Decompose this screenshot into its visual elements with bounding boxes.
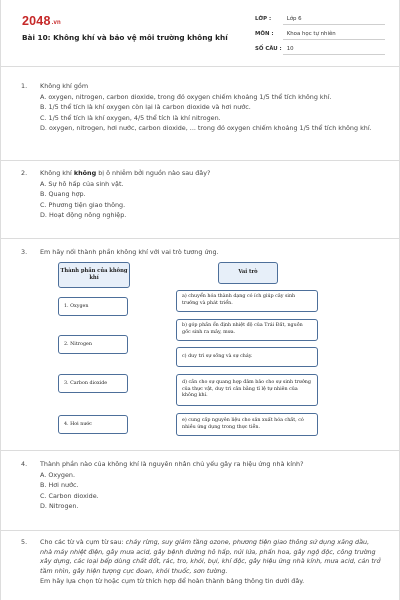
option-c[interactable]: C. 1/5 thể tích là khí oxygen, 4/5 thể tích là khí nitrogen. [40, 113, 221, 122]
option-a[interactable]: A. Oxygen. [40, 470, 75, 479]
option-d[interactable]: D. oxygen, nitrogen, hơi nước, carbon dioxide, ... trong đó oxygen chiếm khoảng 1/5 thể tích không khí. [40, 124, 372, 133]
meta-count-key: SỐ CÂU : [255, 46, 282, 52]
question-2 [21, 169, 383, 221]
meta-subject-key: MÔN : [255, 31, 274, 37]
match-right-e[interactable]: e) cung cấp nguyên liệu cho sản xuất hóa chất, có nhiều ứng dụng trong thực tiễn. [176, 413, 318, 436]
question-3 [21, 248, 383, 258]
match-right-b[interactable]: b) góp phần ổn định nhiệt độ của Trái Đất, nguồn gốc sinh ra mây, mưa. [176, 319, 318, 341]
option-b[interactable]: B. Quang hợp. [40, 190, 86, 199]
question-5 [21, 538, 383, 587]
meta-subject-value: Khoa học tự nhiên [286, 31, 336, 37]
question-divider [1, 238, 399, 239]
match-right-a[interactable]: a) chuyển hóa thành dạng có ích giúp cây sinh trưởng và phát triển. [176, 290, 318, 312]
option-a[interactable]: A. oxygen, nitrogen, carbon dioxide, trong đó oxygen chiếm khoảng 1/5 thể tích không khí. [40, 92, 332, 101]
option-b[interactable]: B. 1/5 thể tích là khí oxygen còn lại là carbon dioxide và hơi nước. [40, 103, 251, 112]
question-divider [1, 450, 399, 451]
question-stem: Cho các từ và cụm từ sau: cháy rừng, suy giảm tầng ozone, phương tiện giao thông sử dụng xăng dầu, nhà máy nhiệt điện, gây mưa acid, gây bệnh đường hô hấp, núi lửa, phấn hoa, gây ngộ độc, công trường xây dựng, các loại bếp dùng chất đốt, rác, tro, khói, bụi, khí độc, gây hiệu ứng nhà kính, mưa acid, cản trở tầm nhìn, gây hiện tượng cực đoan, khói thuốc, sơn tường. [40, 538, 381, 576]
match-left-nitrogen[interactable]: 2. Nitrogen [58, 335, 128, 354]
header-divider [1, 66, 399, 67]
right-column-header: Vai trò [218, 262, 278, 284]
meta-count-value: 10 [286, 46, 294, 52]
meta-subject [255, 31, 385, 37]
question-stem: Em hãy nối thành phần không khí với vai trò tương ứng. [40, 248, 219, 256]
meta-grade-key: LỚP : [255, 16, 272, 22]
match-left-water-vapor[interactable]: 4. Hơi nước [58, 415, 128, 434]
question-number: 2. [21, 169, 28, 177]
question-number: 5. [21, 538, 28, 546]
option-d[interactable]: D. Hoạt động nông nghiệp. [40, 211, 127, 220]
question-stem: Không khí không bị ô nhiễm bởi nguồn nào sau đây? [40, 169, 211, 177]
option-c[interactable]: C. Phương tiện giao thông. [40, 200, 126, 209]
match-right-d[interactable]: d) cần cho sự quang hợp đảm bảo cho sự sinh trưởng của thực vật, duy trì cân bằng tỉ lệ tự nhiên của không khí. [176, 374, 318, 406]
question-divider [1, 530, 399, 531]
meta-count [255, 46, 385, 52]
site-logo[interactable]: 2048.vn [22, 14, 61, 28]
page-title: Bài 10: Không khí và bảo vệ môi trường không khí [22, 33, 228, 42]
option-d[interactable]: D. Nitrogen. [40, 502, 79, 511]
question-number: 3. [21, 248, 28, 256]
option-a[interactable]: A. Sự hô hấp của sinh vật. [40, 179, 124, 188]
match-left-oxygen[interactable]: 1. Oxygen [58, 297, 128, 316]
question-instruction: Em hãy lựa chọn từ hoặc cụm từ thích hợp để hoàn thành bảng thông tin dưới đây. [40, 576, 305, 585]
question-divider [1, 160, 399, 161]
question-number: 4. [21, 460, 28, 468]
question-stem: Không khí gồm [40, 82, 89, 90]
question-1 [21, 82, 383, 134]
meta-grade-value: Lớp 6 [286, 16, 302, 22]
meta-grade [255, 16, 385, 22]
option-b[interactable]: B. Hơi nước. [40, 481, 79, 490]
question-4 [21, 460, 383, 512]
left-column-header: Thành phần của không khí [58, 262, 130, 288]
match-right-c[interactable]: c) duy trì sự sống và sự cháy. [176, 347, 318, 367]
match-left-carbon-dioxide[interactable]: 3. Carbon dioxide [58, 374, 128, 393]
option-c[interactable]: C. Carbon dioxide. [40, 491, 99, 500]
question-stem: Thành phần nào của không khí là nguyên nhân chủ yếu gây ra hiệu ứng nhà kính? [40, 460, 304, 468]
question-number: 1. [21, 82, 28, 90]
